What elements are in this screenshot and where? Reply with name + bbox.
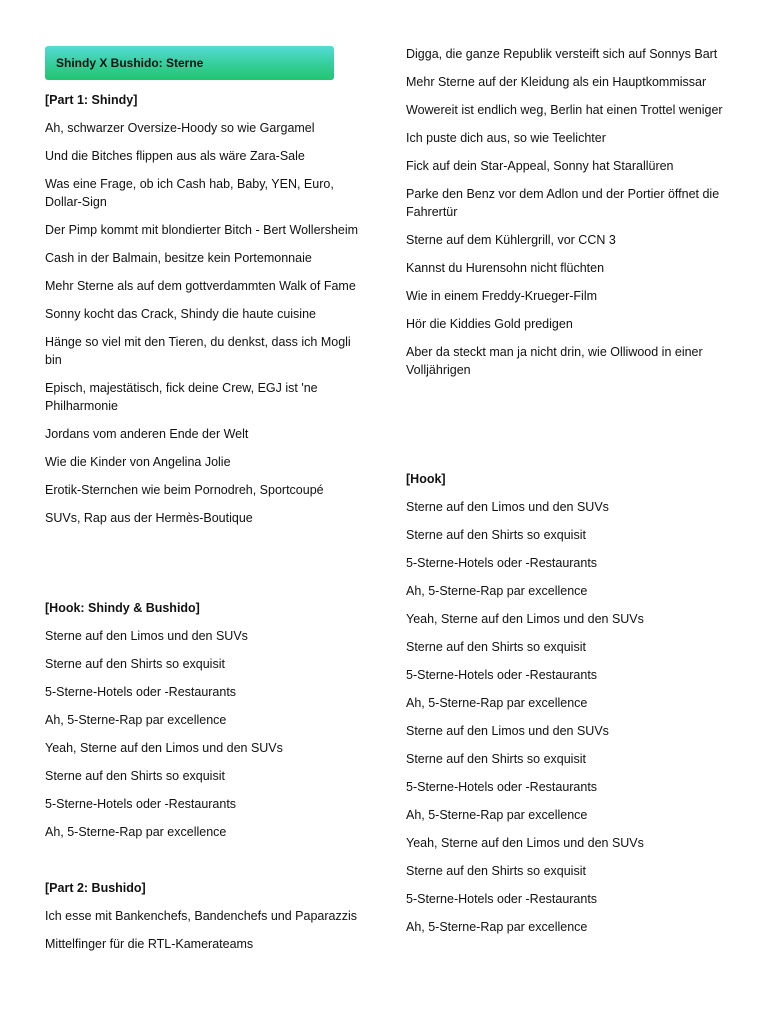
lyric-line: Ah, 5-Sterne-Rap par excellence [406, 808, 588, 822]
lyric-line: 5-Sterne-Hotels oder -Restaurants [406, 668, 598, 682]
lyric-line: Mehr Sterne als auf dem gottverdammten Walk of Fame [45, 279, 356, 293]
lyric-line: Sterne auf den Shirts so exquisit [406, 528, 586, 542]
section-heading: [Hook: Shindy & Bushido] [45, 601, 200, 615]
lyric-line: Aber da steckt man ja nicht drin, wie Olliwood in einer Volljährigen [406, 345, 703, 377]
lyric-line: Sterne auf den Shirts so exquisit [45, 769, 225, 783]
lyric-line: Sterne auf den Shirts so exquisit [45, 657, 225, 671]
lyric-line: 5-Sterne-Hotels oder -Restaurants [406, 892, 598, 906]
lyric-line: Hör die Kiddies Gold predigen [406, 317, 573, 331]
lyric-line: Wowereit ist endlich weg, Berlin hat einen Trottel weniger [406, 103, 723, 117]
section-part-2 [45, 879, 365, 963]
lyric-line: Yeah, Sterne auf den Limos und den SUVs [406, 836, 644, 850]
lyric-line: Ah, 5-Sterne-Rap par excellence [406, 584, 588, 598]
lyric-line: Sterne auf den Limos und den SUVs [406, 500, 609, 514]
lyric-line: 5-Sterne-Hotels oder -Restaurants [45, 797, 237, 811]
lyric-line: Ich puste dich aus, so wie Teelichter [406, 131, 606, 145]
lyric-line: Kannst du Hurensohn nicht flüchten [406, 261, 605, 275]
lyric-line: Sterne auf den Shirts so exquisit [406, 640, 586, 654]
section-heading: [Part 1: Shindy] [45, 93, 138, 107]
lyric-line: SUVs, Rap aus der Hermès-Boutique [45, 511, 253, 525]
lyric-line: Ich esse mit Bankenchefs, Bandenchefs und Paparazzis [45, 909, 357, 923]
lyric-line: Fick auf dein Star-Appeal, Sonny hat Starallüren [406, 159, 674, 173]
lyric-line: 5-Sterne-Hotels oder -Restaurants [45, 685, 237, 699]
lyric-line: Digga, die ganze Republik versteift sich auf Sonnys Bart [406, 47, 718, 61]
lyric-line: Yeah, Sterne auf den Limos und den SUVs [406, 612, 644, 626]
lyric-line: Ah, 5-Sterne-Rap par excellence [45, 825, 227, 839]
lyric-line: Sterne auf dem Kühlergrill, vor CCN 3 [406, 233, 616, 247]
lyric-line: Was eine Frage, ob ich Cash hab, Baby, YEN, Euro, Dollar-Sign [45, 177, 334, 209]
section-heading: [Hook] [406, 472, 446, 486]
lyric-line: Cash in der Balmain, besitze kein Portemonnaie [45, 251, 312, 265]
lyric-line: Ah, 5-Sterne-Rap par excellence [406, 696, 588, 710]
lyric-line: Wie in einem Freddy-Krueger-Film [406, 289, 598, 303]
lyric-line: Wie die Kinder von Angelina Jolie [45, 455, 231, 469]
section-hook-1 [45, 599, 365, 851]
lyric-line: Sterne auf den Limos und den SUVs [45, 629, 248, 643]
lyric-line: Ah, 5-Sterne-Rap par excellence [45, 713, 227, 727]
lyric-line: Ah, schwarzer Oversize-Hoody so wie Gargamel [45, 121, 315, 135]
lyric-line: Sterne auf den Limos und den SUVs [406, 724, 609, 738]
section-hook-2 [406, 470, 731, 946]
lyric-line: Und die Bitches flippen aus als wäre Zara-Sale [45, 149, 305, 163]
lyric-line: 5-Sterne-Hotels oder -Restaurants [406, 556, 598, 570]
lyric-line: Yeah, Sterne auf den Limos und den SUVs [45, 741, 283, 755]
lyric-line: Mittelfinger für die RTL-Kamerateams [45, 937, 254, 951]
lyric-line: Erotik-Sternchen wie beim Pornodreh, Sportcoupé [45, 483, 324, 497]
song-title: Shindy X Bushido: Sterne [56, 56, 204, 70]
lyric-line: Der Pimp kommt mit blondierter Bitch - Bert Wollersheim [45, 223, 359, 237]
section-heading: [Part 2: Bushido] [45, 881, 146, 895]
lyric-line: Mehr Sterne auf der Kleidung als ein Hauptkommissar [406, 75, 707, 89]
lyric-line: Sterne auf den Shirts so exquisit [406, 864, 586, 878]
lyric-line: Hänge so viel mit den Tieren, du denkst, dass ich Mogli bin [45, 335, 351, 367]
lyric-line: Episch, majestätisch, fick deine Crew, EGJ ist 'ne Philharmonie [45, 381, 318, 413]
lyric-line: Ah, 5-Sterne-Rap par excellence [406, 920, 588, 934]
lyric-line: Parke den Benz vor dem Adlon und der Portier öffnet die Fahrertür [406, 187, 720, 219]
lyric-line: Sterne auf den Shirts so exquisit [406, 752, 586, 766]
section-part-2-continued [406, 45, 731, 389]
lyric-line: 5-Sterne-Hotels oder -Restaurants [406, 780, 598, 794]
lyric-line: Jordans vom anderen Ende der Welt [45, 427, 249, 441]
lyric-line: Sonny kocht das Crack, Shindy die haute cuisine [45, 307, 316, 321]
song-title-banner [45, 46, 334, 80]
section-part-1 [45, 91, 365, 537]
